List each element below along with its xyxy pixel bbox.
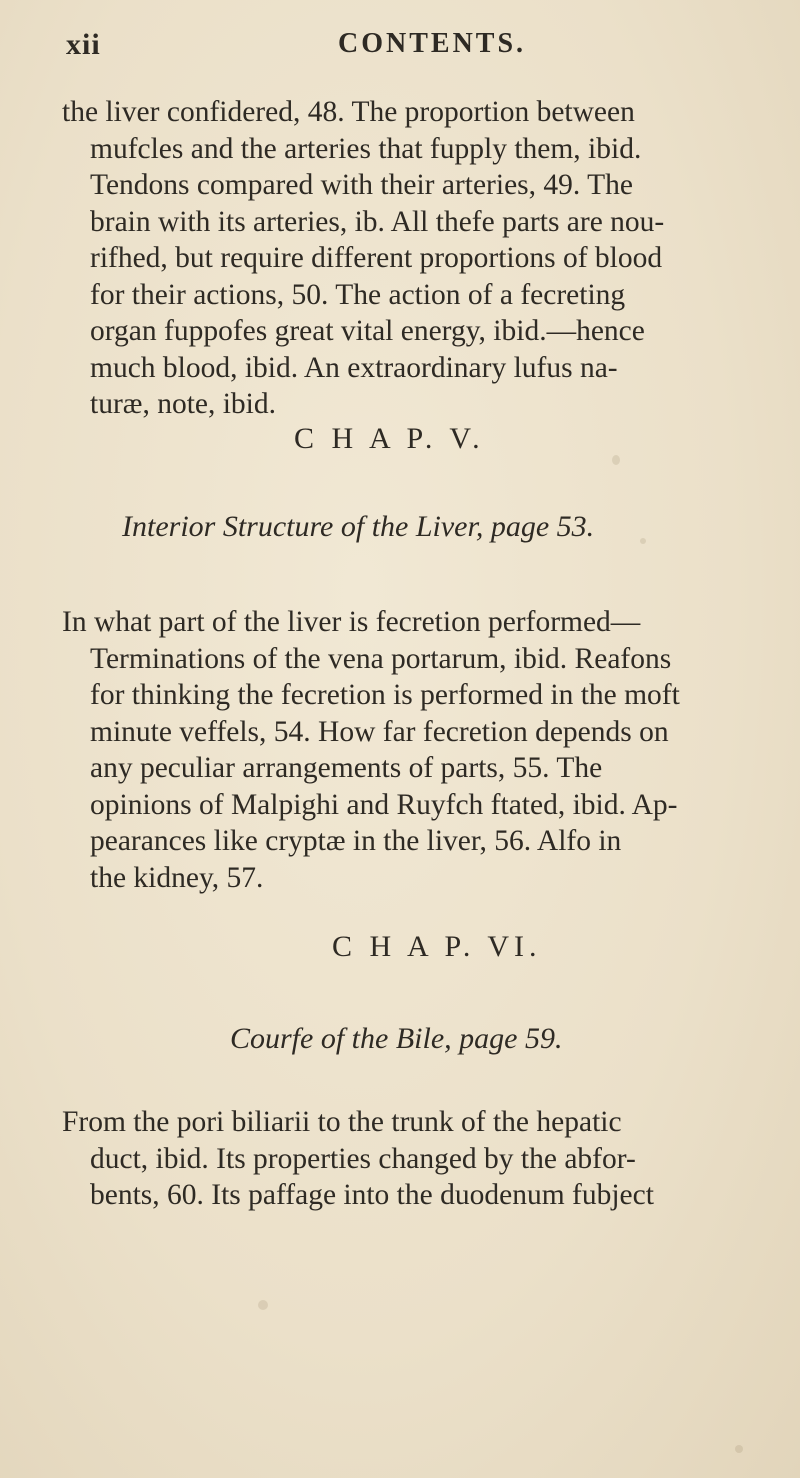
running-title: CONTENTS. <box>338 28 527 59</box>
text-line: duct, ibid. Its properties changed by the abfor- <box>90 1142 636 1175</box>
text-line: the kidney, 57. <box>90 861 264 894</box>
text-line: In what part of the liver is fecretion performed— <box>62 606 641 638</box>
text-line: Tendons compared with their arteries, 49. The <box>90 169 633 201</box>
paper-spot <box>640 538 646 544</box>
chapter-subtitle: Courfe of the Bile, page 59. <box>230 1022 563 1055</box>
page-number: xii <box>66 28 101 61</box>
paper-spot <box>735 1445 743 1453</box>
chapter-subtitle: Interior Structure of the Liver, page 53. <box>122 510 595 543</box>
text-line: the liver confidered, 48. The proportion between <box>62 96 635 128</box>
chapter-summary <box>62 1104 766 1214</box>
text-line: for thinking the fecretion is performed in the moft <box>90 679 680 711</box>
chapter-heading: C H A P. VI. <box>332 930 542 963</box>
page-header <box>0 28 800 68</box>
text-line: opinions of Malpighi and Ruyfch ftated, ibid. Ap- <box>90 788 678 821</box>
text-line: rifhed, but require different proportions of blood <box>90 242 663 274</box>
text-line: for their actions, 50. The action of a fecreting <box>90 278 626 311</box>
text-line: pearances like cryptæ in the liver, 56. Alfo in <box>90 825 622 857</box>
paragraph-continuation <box>62 94 766 423</box>
paper-spot <box>258 1300 268 1310</box>
paper-spot <box>612 455 620 465</box>
text-line: turæ, note, ibid. <box>90 388 277 420</box>
text-line: mufcles and the arteries that fupply them, ibid. <box>90 132 642 165</box>
text-line: organ fuppofes great vital energy, ibid.—hence <box>90 315 645 347</box>
chapter-summary <box>62 604 766 896</box>
chapter-heading: C H A P. V. <box>294 422 485 455</box>
text-line: any peculiar arrangements of parts, 55. The <box>90 752 603 784</box>
text-line: minute veffels, 54. How far fecretion depends on <box>90 715 669 748</box>
text-line: brain with its arteries, ib. All thefe parts are nou- <box>90 205 665 238</box>
text-line: From the pori biliarii to the trunk of the hepatic <box>62 1106 622 1138</box>
text-line: bents, 60. Its paffage into the duodenum fubject <box>90 1179 654 1211</box>
text-line: much blood, ibid. An extraordinary lufus na- <box>90 351 618 384</box>
text-line: Terminations of the vena portarum, ibid. Reafons <box>90 642 672 675</box>
